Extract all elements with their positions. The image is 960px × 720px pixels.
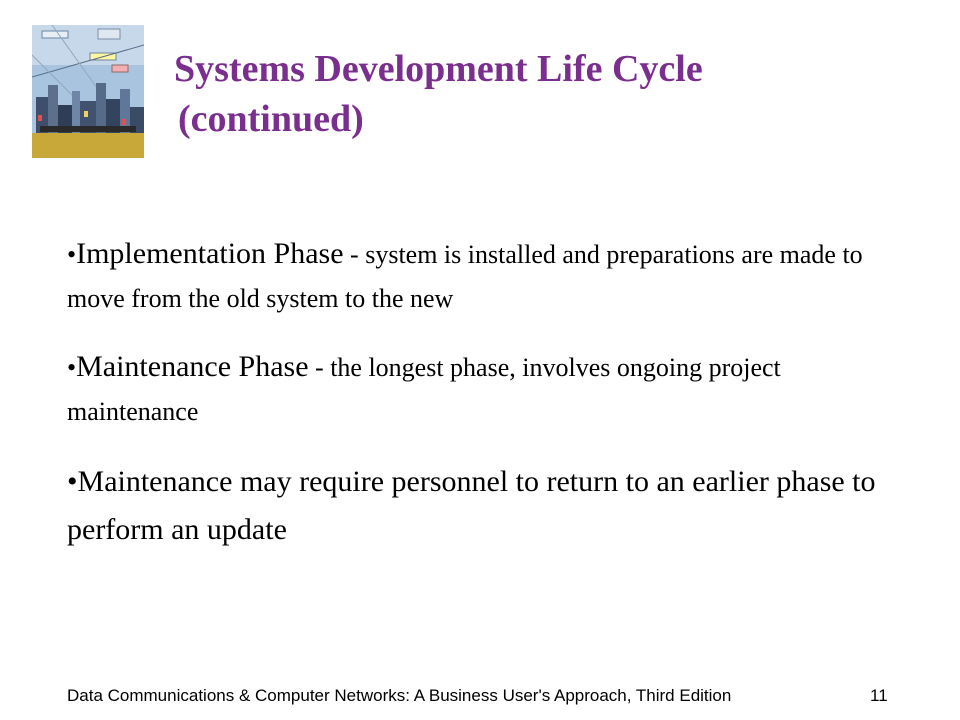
bullet-implementation-phase <box>67 232 907 321</box>
bullet-maintenance-note <box>67 458 907 554</box>
book-cover-thumbnail <box>32 25 144 158</box>
bullet-list <box>67 232 907 554</box>
bullet-marker: • <box>67 353 77 382</box>
footer-book-title: Data Communications & Computer Networks: A Business User's Approach, Third Edition <box>67 686 732 705</box>
title-line-2: (continued) <box>178 98 364 140</box>
bullet-marker: • <box>67 240 77 269</box>
title-line-1: Systems Development Life Cycle <box>174 48 703 90</box>
bullet-term: Maintenance Phase <box>76 350 309 383</box>
bullet-text: - the longest phase, involves ongoing project maintenance <box>67 353 781 426</box>
bullet-maintenance-phase <box>67 345 907 434</box>
bullet-marker: • <box>67 465 78 498</box>
page-number: 11 <box>870 686 888 705</box>
slide-title <box>174 44 703 144</box>
bullet-term: Implementation Phase <box>76 237 344 270</box>
bullet-text: Maintenance may require personnel to return to an earlier phase to perform an update <box>67 465 876 546</box>
bullet-text: - system is installed and preparations are made to move from the old system to the new <box>67 240 863 313</box>
